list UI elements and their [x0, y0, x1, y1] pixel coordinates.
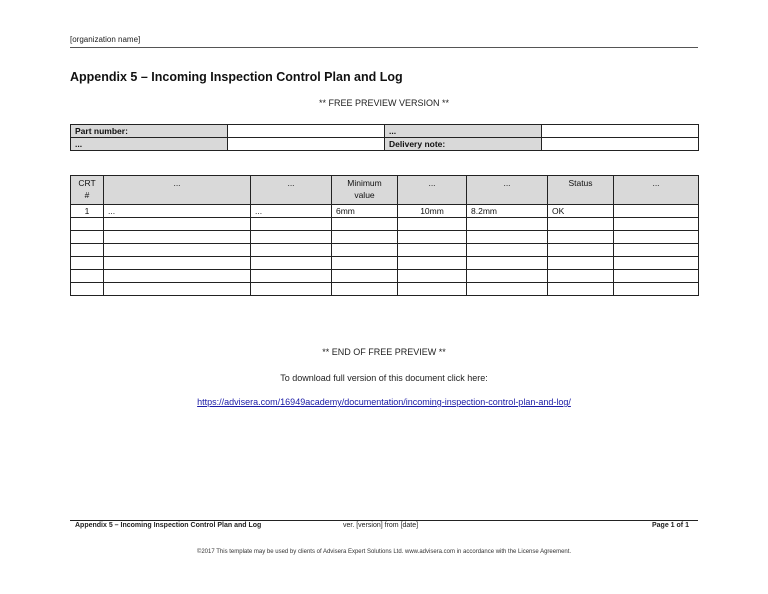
- table-cell[interactable]: [332, 257, 398, 270]
- download-instructions: To download full version of this document click here:: [280, 373, 488, 383]
- table-cell[interactable]: 1: [71, 205, 104, 218]
- table-cell[interactable]: [332, 270, 398, 283]
- table-cell[interactable]: [548, 218, 614, 231]
- table-cell[interactable]: [398, 244, 467, 257]
- table-cell[interactable]: [398, 218, 467, 231]
- info-row: [71, 125, 699, 138]
- table-cell[interactable]: [71, 283, 104, 296]
- table-cell[interactable]: [398, 283, 467, 296]
- table-cell[interactable]: [614, 205, 699, 218]
- table-cell[interactable]: [398, 257, 467, 270]
- table-cell[interactable]: [614, 257, 699, 270]
- table-cell[interactable]: [251, 270, 332, 283]
- organization-name: [organization name]: [70, 35, 141, 44]
- column-header: ...: [104, 176, 251, 205]
- table-header-row: [71, 176, 699, 205]
- table-cell[interactable]: [104, 283, 251, 296]
- table-cell[interactable]: [548, 244, 614, 257]
- table-cell[interactable]: [251, 231, 332, 244]
- column-header: ...: [614, 176, 699, 205]
- table-cell[interactable]: [104, 257, 251, 270]
- table-row: [71, 257, 699, 270]
- preview-banner: ** FREE PREVIEW VERSION **: [318, 98, 450, 108]
- table-cell[interactable]: 6mm: [332, 205, 398, 218]
- table-cell[interactable]: [251, 218, 332, 231]
- end-preview-banner: ** END OF FREE PREVIEW **: [322, 347, 446, 357]
- table-row: [71, 283, 699, 296]
- download-link[interactable]: https://advisera.com/16949academy/documentation/incoming-inspection-control-plan-and-log/: [197, 397, 571, 407]
- table-cell[interactable]: OK: [548, 205, 614, 218]
- table-cell[interactable]: [467, 257, 548, 270]
- table-cell[interactable]: [467, 218, 548, 231]
- part-number-value[interactable]: [228, 125, 385, 138]
- table-cell[interactable]: [104, 231, 251, 244]
- info-label: ...: [385, 125, 542, 138]
- table-cell[interactable]: [71, 218, 104, 231]
- table-cell[interactable]: [614, 270, 699, 283]
- table-cell[interactable]: [104, 244, 251, 257]
- table-cell[interactable]: [251, 283, 332, 296]
- table-cell[interactable]: [332, 231, 398, 244]
- table-cell[interactable]: [614, 283, 699, 296]
- table-cell[interactable]: [71, 231, 104, 244]
- part-info-table: [70, 124, 699, 151]
- table-cell[interactable]: [467, 270, 548, 283]
- table-cell[interactable]: [548, 231, 614, 244]
- table-cell[interactable]: 10mm: [398, 205, 467, 218]
- table-cell[interactable]: [614, 218, 699, 231]
- info-label: ...: [71, 138, 228, 151]
- table-cell[interactable]: [398, 231, 467, 244]
- document-title: Appendix 5 – Incoming Inspection Control Plan and Log: [70, 70, 403, 84]
- delivery-note-value[interactable]: [542, 138, 699, 151]
- table-cell[interactable]: [332, 283, 398, 296]
- column-header: ...: [467, 176, 548, 205]
- table-cell[interactable]: [332, 218, 398, 231]
- table-cell[interactable]: 8.2mm: [467, 205, 548, 218]
- table-cell[interactable]: [398, 270, 467, 283]
- table-cell[interactable]: ...: [251, 205, 332, 218]
- download-link-container: [0, 397, 768, 407]
- header-divider: [70, 47, 698, 48]
- footer-page-number: Page 1 of 1: [652, 522, 689, 529]
- column-header-crt: CRT #: [71, 176, 104, 205]
- part-number-label: Part number:: [71, 125, 228, 138]
- table-row: [71, 205, 699, 218]
- table-cell[interactable]: [71, 257, 104, 270]
- table-cell[interactable]: [467, 244, 548, 257]
- table-cell[interactable]: [71, 244, 104, 257]
- table-cell[interactable]: [548, 283, 614, 296]
- table-cell[interactable]: [467, 283, 548, 296]
- inspection-log-table: [70, 175, 699, 296]
- column-header-minimum-value: Minimum value: [332, 176, 398, 205]
- table-cell[interactable]: [251, 257, 332, 270]
- copyright-notice: ©2017 This template may be used by clients of Advisera Expert Solutions Ltd. www.advisera.com in accordance with the License Agreement.: [196, 549, 572, 555]
- table-cell[interactable]: [548, 257, 614, 270]
- column-header-status: Status: [548, 176, 614, 205]
- table-cell[interactable]: [332, 244, 398, 257]
- table-row: [71, 231, 699, 244]
- table-row: [71, 218, 699, 231]
- table-cell[interactable]: [104, 270, 251, 283]
- table-cell[interactable]: [614, 231, 699, 244]
- table-row: [71, 244, 699, 257]
- table-row: [71, 270, 699, 283]
- table-cell[interactable]: [104, 218, 251, 231]
- table-cell[interactable]: [614, 244, 699, 257]
- delivery-note-label: Delivery note:: [385, 138, 542, 151]
- info-value[interactable]: [542, 125, 699, 138]
- info-row: [71, 138, 699, 151]
- footer-document-name: Appendix 5 – Incoming Inspection Control Plan and Log: [75, 522, 262, 529]
- info-value[interactable]: [228, 138, 385, 151]
- column-header: ...: [398, 176, 467, 205]
- table-cell[interactable]: [467, 231, 548, 244]
- table-cell[interactable]: [251, 244, 332, 257]
- column-header: ...: [251, 176, 332, 205]
- table-cell[interactable]: [548, 270, 614, 283]
- footer-divider: [70, 520, 698, 521]
- footer-version: ver. [version] from [date]: [343, 522, 419, 529]
- table-cell[interactable]: ...: [104, 205, 251, 218]
- table-cell[interactable]: [71, 270, 104, 283]
